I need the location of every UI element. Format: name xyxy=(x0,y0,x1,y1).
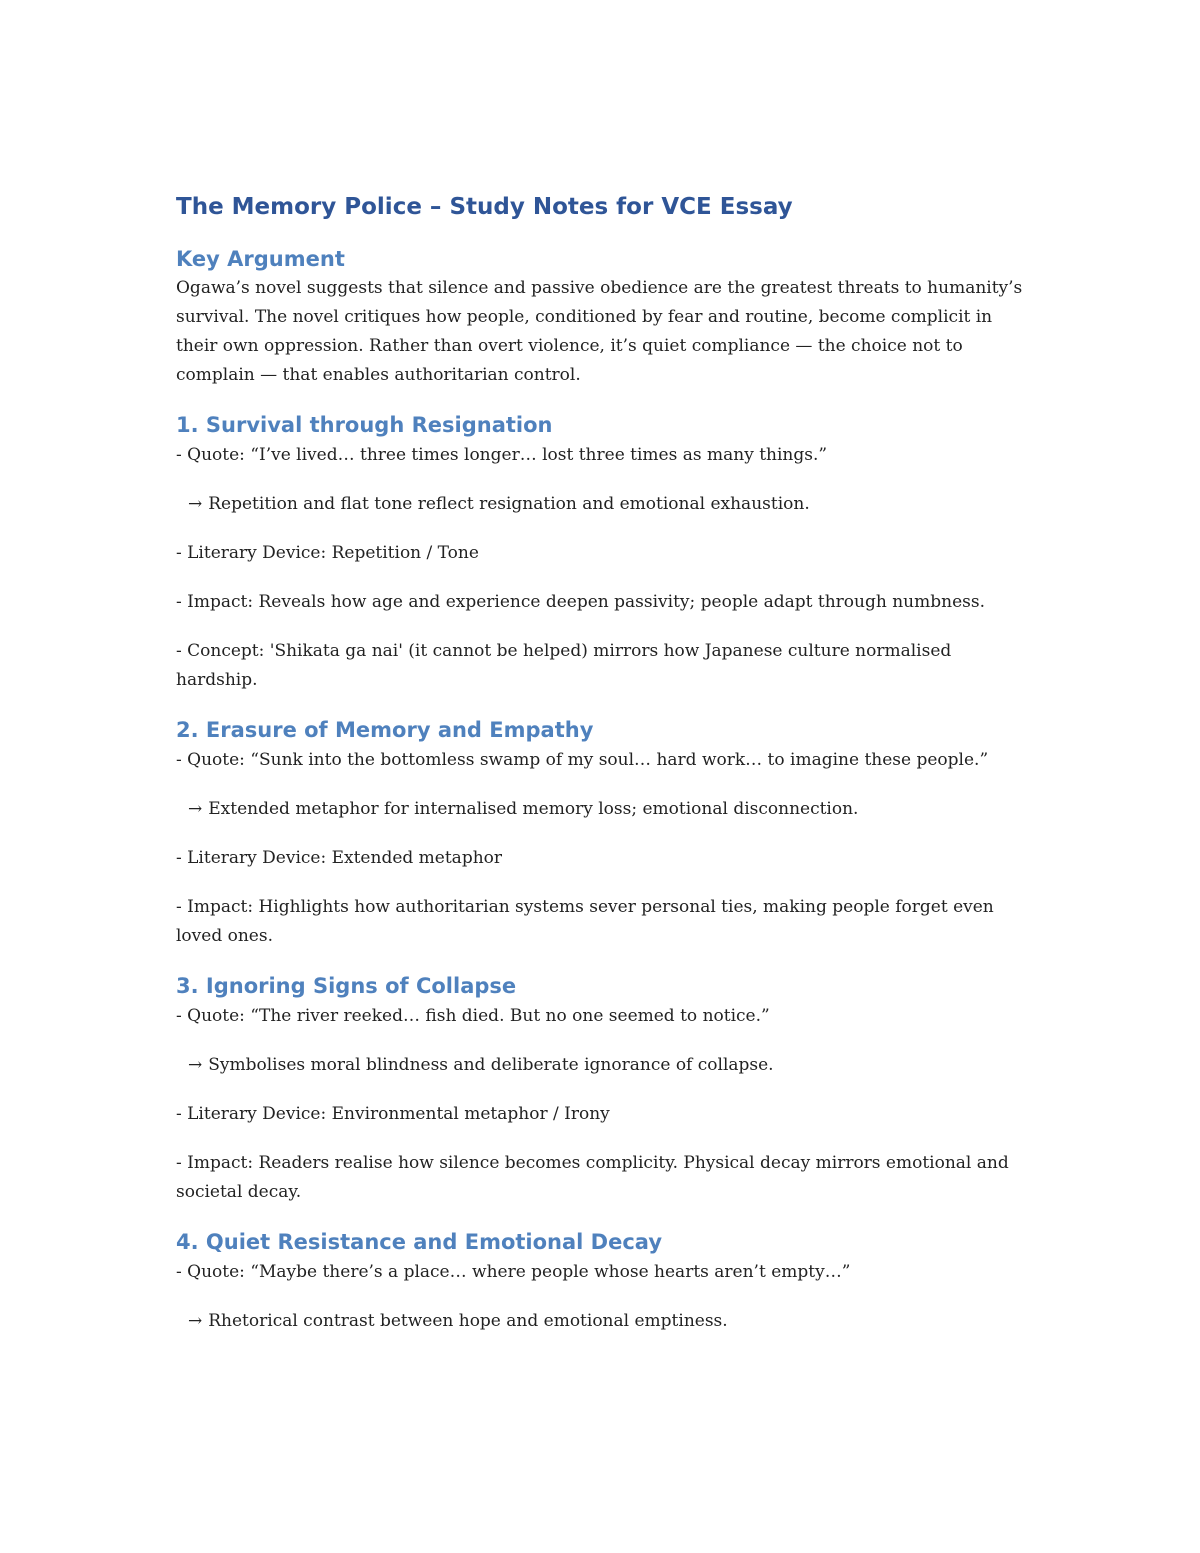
section-heading: 4. Quiet Resistance and Emotional Decay xyxy=(176,1230,663,1254)
section-4 xyxy=(176,1227,1036,1336)
impact-line: - Impact: Readers realise how silence becomes complicity. Physical decay mirrors emotional and societal decay. xyxy=(176,1153,1009,1202)
document-page xyxy=(176,190,1036,1356)
arrow-right-icon: → xyxy=(188,799,203,819)
section-3 xyxy=(176,971,1036,1207)
section-heading: 1. Survival through Resignation xyxy=(176,413,553,437)
impact-line: - Impact: Reveals how age and experience deepen passivity; people adapt through numbness. xyxy=(176,592,985,612)
key-argument-text: Ogawa’s novel suggests that silence and passive obedience are the greatest threats to humanity’s survival. The novel critiques how people, conditioned by fear and routine, become complicit in their own oppression. Rather than overt violence, it’s quiet compliance — the choice not to complain — that enables authoritarian control. xyxy=(176,278,1023,385)
device-line: - Literary Device: Repetition / Tone xyxy=(176,543,479,563)
impact-line: - Impact: Highlights how authoritarian systems sever personal ties, making people forget even loved ones. xyxy=(176,897,994,946)
analysis-text: Extended metaphor for internalised memory loss; emotional disconnection. xyxy=(208,799,859,819)
concept-line: - Concept: 'Shikata ga nai' (it cannot be helped) mirrors how Japanese culture normalised hardship. xyxy=(176,641,952,690)
analysis-text: Repetition and flat tone reflect resignation and emotional exhaustion. xyxy=(208,494,810,514)
arrow-right-icon: → xyxy=(188,1311,203,1331)
document-title: The Memory Police – Study Notes for VCE Essay xyxy=(176,194,793,220)
analysis-line xyxy=(176,795,1036,824)
analysis-line xyxy=(176,1307,1036,1336)
section-1 xyxy=(176,410,1036,695)
section-2 xyxy=(176,715,1036,951)
arrow-right-icon: → xyxy=(188,494,203,514)
section-heading: 2. Erasure of Memory and Empathy xyxy=(176,718,594,742)
quote-line: - Quote: “Sunk into the bottomless swamp of my soul… hard work… to imagine these people.” xyxy=(176,750,989,770)
quote-line: - Quote: “I’ve lived… three times longer… lost three times as many things.” xyxy=(176,445,828,465)
analysis-text: Symbolises moral blindness and deliberate ignorance of collapse. xyxy=(208,1055,774,1075)
arrow-right-icon: → xyxy=(188,1055,203,1075)
device-line: - Literary Device: Environmental metaphor / Irony xyxy=(176,1104,610,1124)
analysis-text: Rhetorical contrast between hope and emotional emptiness. xyxy=(208,1311,728,1331)
analysis-line xyxy=(176,1051,1036,1080)
key-argument-heading: Key Argument xyxy=(176,247,345,271)
device-line: - Literary Device: Extended metaphor xyxy=(176,848,503,868)
section-heading: 3. Ignoring Signs of Collapse xyxy=(176,974,517,998)
analysis-line xyxy=(176,490,1036,519)
quote-line: - Quote: “The river reeked… fish died. But no one seemed to notice.” xyxy=(176,1006,770,1026)
quote-line: - Quote: “Maybe there’s a place… where people whose hearts aren’t empty…” xyxy=(176,1262,851,1282)
